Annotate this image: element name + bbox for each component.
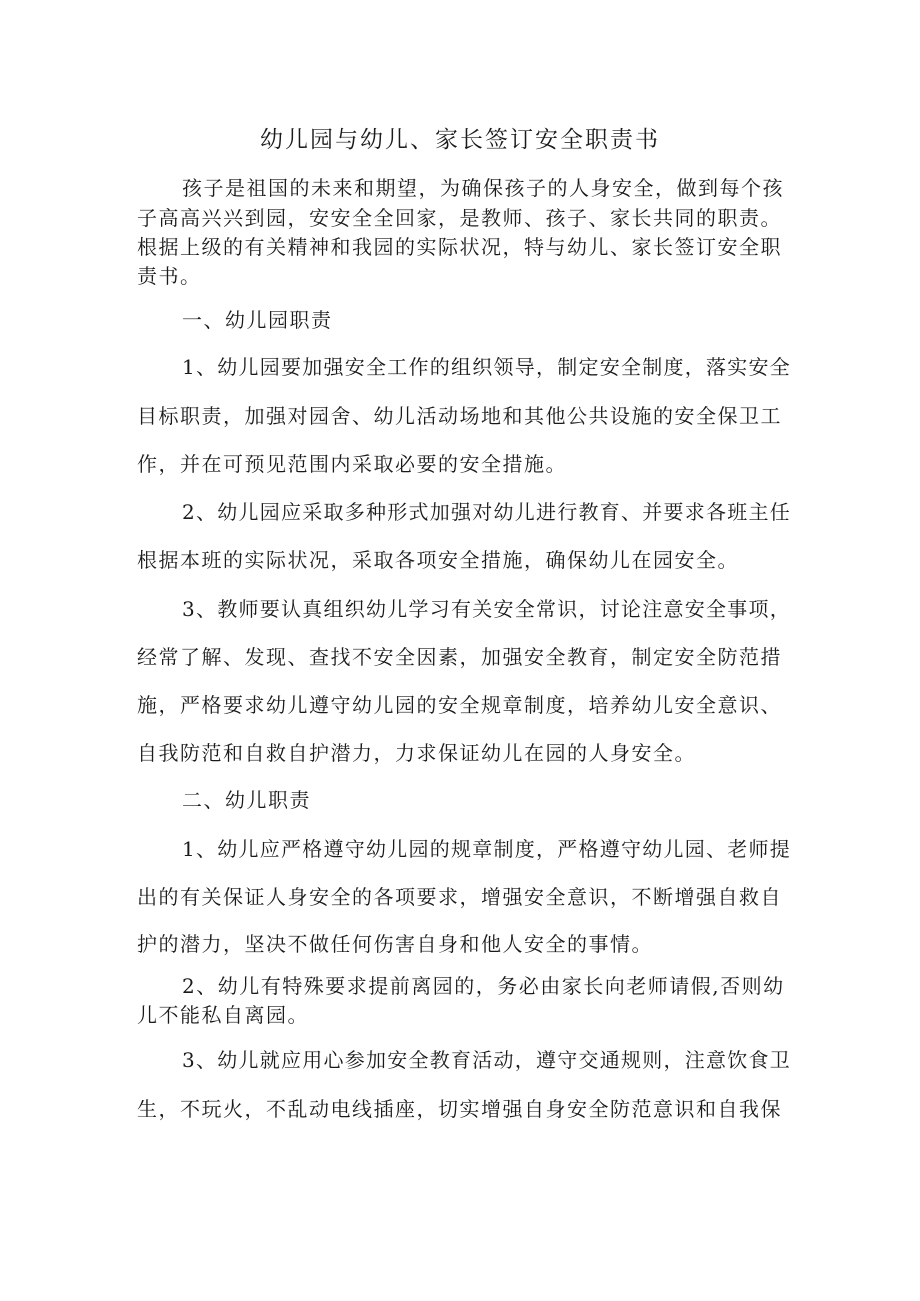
paragraph-line: 3、教师要认真组织幼儿学习有关安全常识，讨论注意安全事项，: [182, 597, 791, 621]
paragraph-line: 3、幼儿就应用心参加安全教育活动，遵守交通规则，注意饮食卫: [182, 1048, 791, 1072]
document-title: 幼儿园与幼儿、家长签订安全职责书: [260, 127, 660, 153]
paragraph-line: 2、幼儿有特殊要求提前离园的，务必由家长向老师请假,否则幼: [182, 974, 785, 998]
paragraph-line: 根据本班的实际状况，采取各项安全措施，确保幼儿在园安全。: [137, 548, 739, 572]
paragraph-line: 目标职责，加强对园舍、幼儿活动场地和其他公共设施的安全保卫工: [137, 404, 782, 428]
intro-line-1: 孩子是祖国的未来和期望，为确保孩子的人身安全，做到每个孩: [182, 176, 784, 200]
paragraph-line: 作，并在可预见范围内采取必要的安全措施。: [137, 452, 567, 476]
paragraph-line: 1、幼儿应严格遵守幼儿园的规章制度，严格遵守幼儿园、老师提: [182, 837, 791, 861]
intro-line-4: 责书。: [137, 264, 202, 288]
section2-heading: 二、幼儿职责: [182, 788, 311, 812]
paragraph-line: 自我防范和自救自护潜力，力求保证幼儿在园的人身安全。: [137, 741, 696, 765]
paragraph-line: 经常了解、发现、查找不安全因素，加强安全教育，制定安全防范措: [137, 645, 782, 669]
paragraph-line: 儿不能私自离园。: [137, 1003, 309, 1027]
paragraph-line: 出的有关保证人身安全的各项要求，增强安全意识，不断增强自救自: [137, 885, 782, 909]
intro-line-2: 子高高兴兴到园，安安全全回家，是教师、孩子、家长共同的职责。: [137, 206, 782, 230]
paragraph-line: 施，严格要求幼儿遵守幼儿园的安全规章制度，培养幼儿安全意识、: [137, 693, 782, 717]
intro-line-3: 根据上级的有关精神和我园的实际状况，特与幼儿、家长签订安全职: [137, 235, 782, 259]
paragraph-line: 1、幼儿园要加强安全工作的组织领导，制定安全制度，落实安全: [182, 355, 791, 379]
section1-heading: 一、幼儿园职责: [182, 308, 333, 332]
paragraph-line: 生，不玩火，不乱动电线插座，切实增强自身安全防范意识和自我保: [137, 1097, 782, 1121]
paragraph-line: 2、幼儿园应采取多种形式加强对幼儿进行教育、并要求各班主任: [182, 500, 791, 524]
paragraph-line: 护的潜力，坚决不做任何伤害自身和他人安全的事情。: [137, 932, 653, 956]
